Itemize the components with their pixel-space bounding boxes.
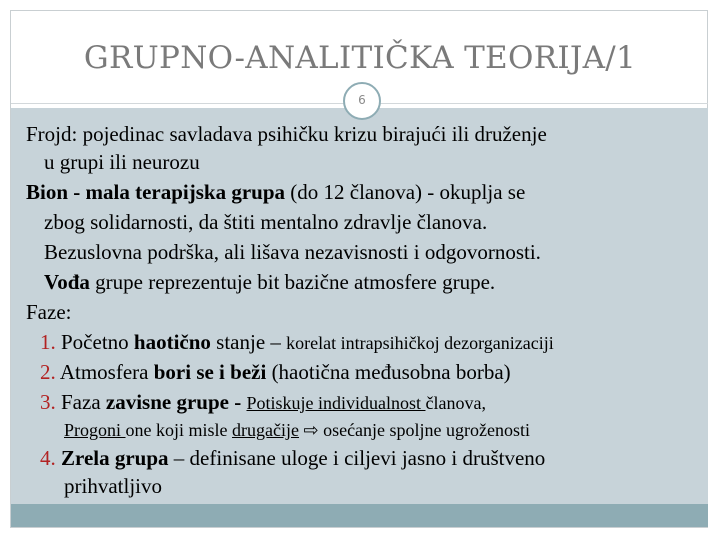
faze-item-1 — [40, 330, 554, 355]
faze-item-4-text-b: – definisane uloge i ciljevi jasno i društveno — [168, 446, 546, 470]
faze-label: Faze: — [26, 300, 72, 324]
faze-item-4-bold: Zrela grupa — [55, 446, 169, 470]
faze-item-3-text-a: Faza — [55, 390, 106, 414]
faze-item-2-bold: bori se i beži — [153, 360, 267, 384]
bion-text-1: (do 12 članova) - okuplja se — [285, 180, 526, 204]
bion-line-1 — [26, 180, 525, 205]
faze-item-1-text-a: Početno — [55, 330, 134, 354]
bottom-bar — [11, 504, 708, 527]
faze-item-2-number: 2. — [40, 360, 56, 384]
faze-item-1-text-b: stanje – — [210, 330, 287, 354]
faze-item-3-drugacije: drugačije — [232, 420, 299, 440]
faze-item-3-text-d: osećanje spoljne ugroženosti — [323, 420, 531, 440]
slide-number-badge: 6 — [343, 82, 381, 120]
bion-label: Bion - mala terapijska grupa — [26, 180, 286, 204]
faze-item-3 — [40, 390, 486, 415]
bion-line-2 — [44, 210, 487, 235]
frojd-line-1 — [26, 122, 547, 147]
faze-item-1-bold: haotično — [133, 330, 211, 354]
faze-item-3-number: 3. — [40, 390, 56, 414]
faze-item-3-underlined: Potiskuje individualnost — [246, 393, 426, 413]
bion-line-3 — [44, 240, 541, 265]
frojd-label: Frojd — [26, 122, 72, 146]
faze-item-1-small: korelat intrapsihičkoj dezorganizaciji — [286, 333, 554, 353]
voda-text: grupe reprezentuje bit bazične atmosfere grupe. — [89, 270, 496, 294]
faze-item-3-text-c: one koji misle — [125, 420, 233, 440]
bion-text-2: zbog solidarnosti, da štiti mentalno zdravlje članova. — [44, 210, 488, 234]
faze-item-1-number: 1. — [40, 330, 56, 354]
bion-line-4 — [44, 270, 495, 295]
frojd-text-2: u grupi ili neurozu — [44, 150, 200, 174]
voda-label: Vođa — [44, 270, 90, 294]
faze-item-2-text-a: Atmosfera — [55, 360, 154, 384]
faze-item-2-text-b: (haotična međusobna borba) — [266, 360, 511, 384]
faze-item-4 — [40, 446, 545, 471]
faze-item-4-line-2: prihvatljivo — [64, 474, 162, 498]
faze-item-3-progoni: Progoni — [64, 420, 126, 440]
faze-item-3-bold: zavisne grupe - — [105, 390, 247, 414]
frojd-line-2 — [44, 150, 200, 175]
bion-text-3: Bezuslovna podrška, ali lišava nezavisnosti i odgovornosti. — [44, 240, 541, 264]
arrow-icon: ⇨ — [298, 420, 324, 440]
frojd-text-1: : pojedinac savladava psihičku krizu birajući ili druženje — [71, 122, 547, 146]
faze-item-2 — [40, 360, 511, 385]
slide-title: GRUPNO-ANALITIČKA TEORIJA/1 — [83, 40, 637, 76]
faze-item-3-line-2 — [64, 420, 530, 441]
faze-item-3-text-b: članova, — [425, 393, 486, 413]
faze-item-4-number: 4. — [40, 446, 56, 470]
